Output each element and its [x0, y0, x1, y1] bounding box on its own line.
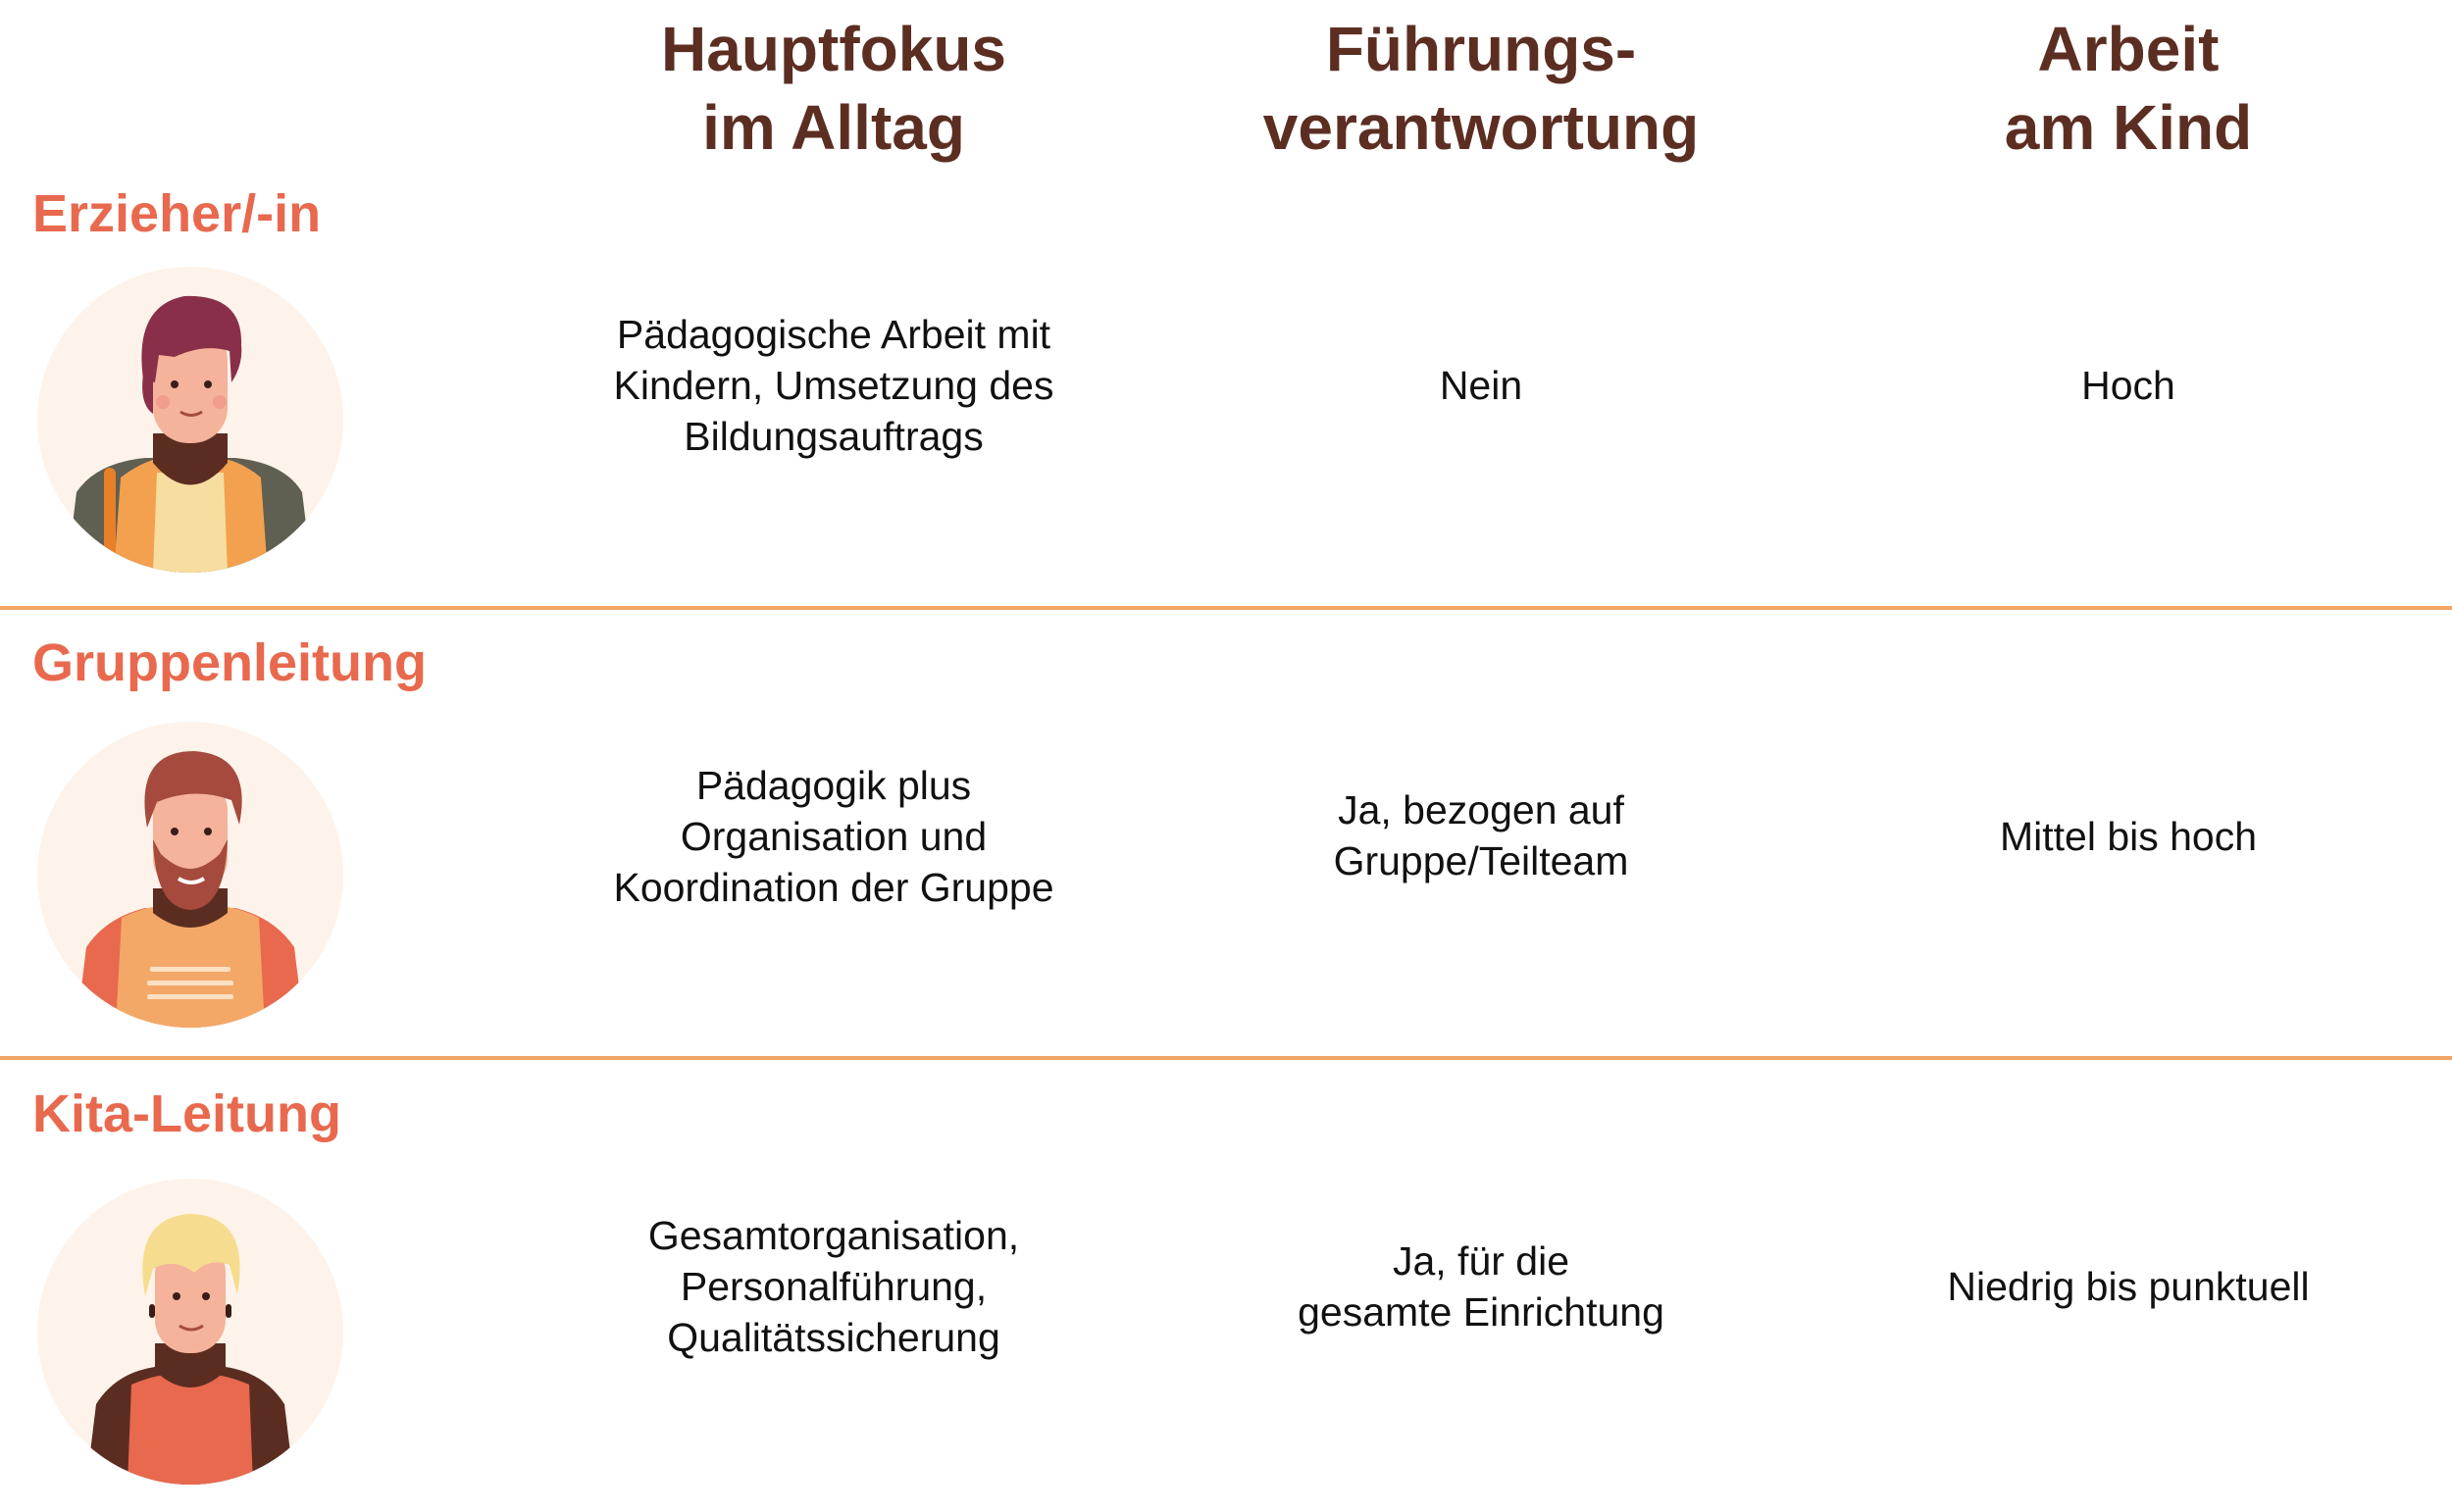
bearded-man-avatar-icon — [37, 722, 343, 1028]
column-header-fuehrungsverantwortung — [1177, 10, 1785, 167]
cell-line: Ja, bezogen auf — [1338, 787, 1624, 832]
person-with-backpack-avatar-icon — [37, 267, 343, 573]
column-header-line: Arbeit — [2037, 14, 2220, 84]
cell-leadership-gruppenleitung — [1177, 784, 1785, 886]
role-title-gruppenleitung: Gruppenleitung — [32, 633, 427, 692]
column-header-hauptfokus — [530, 10, 1138, 167]
role-title-erzieher: Erzieher/-in — [32, 184, 322, 243]
blonde-woman-avatar-icon — [37, 1179, 343, 1485]
row-divider — [0, 606, 2452, 610]
cell-leadership-kita-leitung — [1177, 1235, 1785, 1337]
cell-line: Kindern, Umsetzung des — [613, 363, 1054, 408]
cell-focus-erzieher — [530, 309, 1138, 462]
cell-line: Gruppe/Teilteam — [1333, 838, 1629, 883]
cell-line: Bildungsauftrags — [684, 414, 984, 459]
cell-child-work-gruppenleitung — [1824, 809, 2432, 864]
cell-line: Pädagogische Arbeit mit — [616, 312, 1051, 357]
cell-focus-gruppenleitung — [530, 760, 1138, 913]
row-divider — [0, 1056, 2452, 1060]
cell-line: Organisation und — [680, 814, 988, 859]
cell-leadership-erzieher — [1177, 358, 1785, 413]
cell-child-work-kita-leitung — [1824, 1259, 2432, 1314]
column-header-arbeit-am-kind — [1824, 10, 2432, 167]
cell-line: Personalführung, — [680, 1264, 988, 1309]
cell-line: Ja, für die — [1392, 1238, 1570, 1284]
column-header-line: verantwortung — [1262, 92, 1700, 163]
cell-line: gesamte Einrichtung — [1298, 1289, 1664, 1335]
cell-line: Qualitätssicherung — [667, 1315, 1000, 1360]
cell-line: Nein — [1439, 363, 1523, 408]
cell-line: Mittel bis hoch — [1999, 814, 2258, 859]
column-header-line: im Alltag — [702, 92, 965, 163]
cell-line: Hoch — [2081, 363, 2175, 408]
column-header-line: Führungs- — [1325, 14, 1637, 84]
cell-focus-kita-leitung — [530, 1210, 1138, 1363]
cell-line: Gesamtorganisation, — [647, 1213, 1020, 1258]
column-header-line: Hauptfokus — [661, 14, 1006, 84]
cell-child-work-erzieher — [1824, 358, 2432, 413]
cell-line: Niedrig bis punktuell — [1947, 1264, 2310, 1309]
column-header-line: am Kind — [2004, 92, 2253, 163]
role-title-kita-leitung: Kita-Leitung — [32, 1084, 341, 1143]
cell-line: Pädagogik plus — [695, 763, 972, 808]
cell-line: Koordination der Gruppe — [613, 865, 1054, 910]
